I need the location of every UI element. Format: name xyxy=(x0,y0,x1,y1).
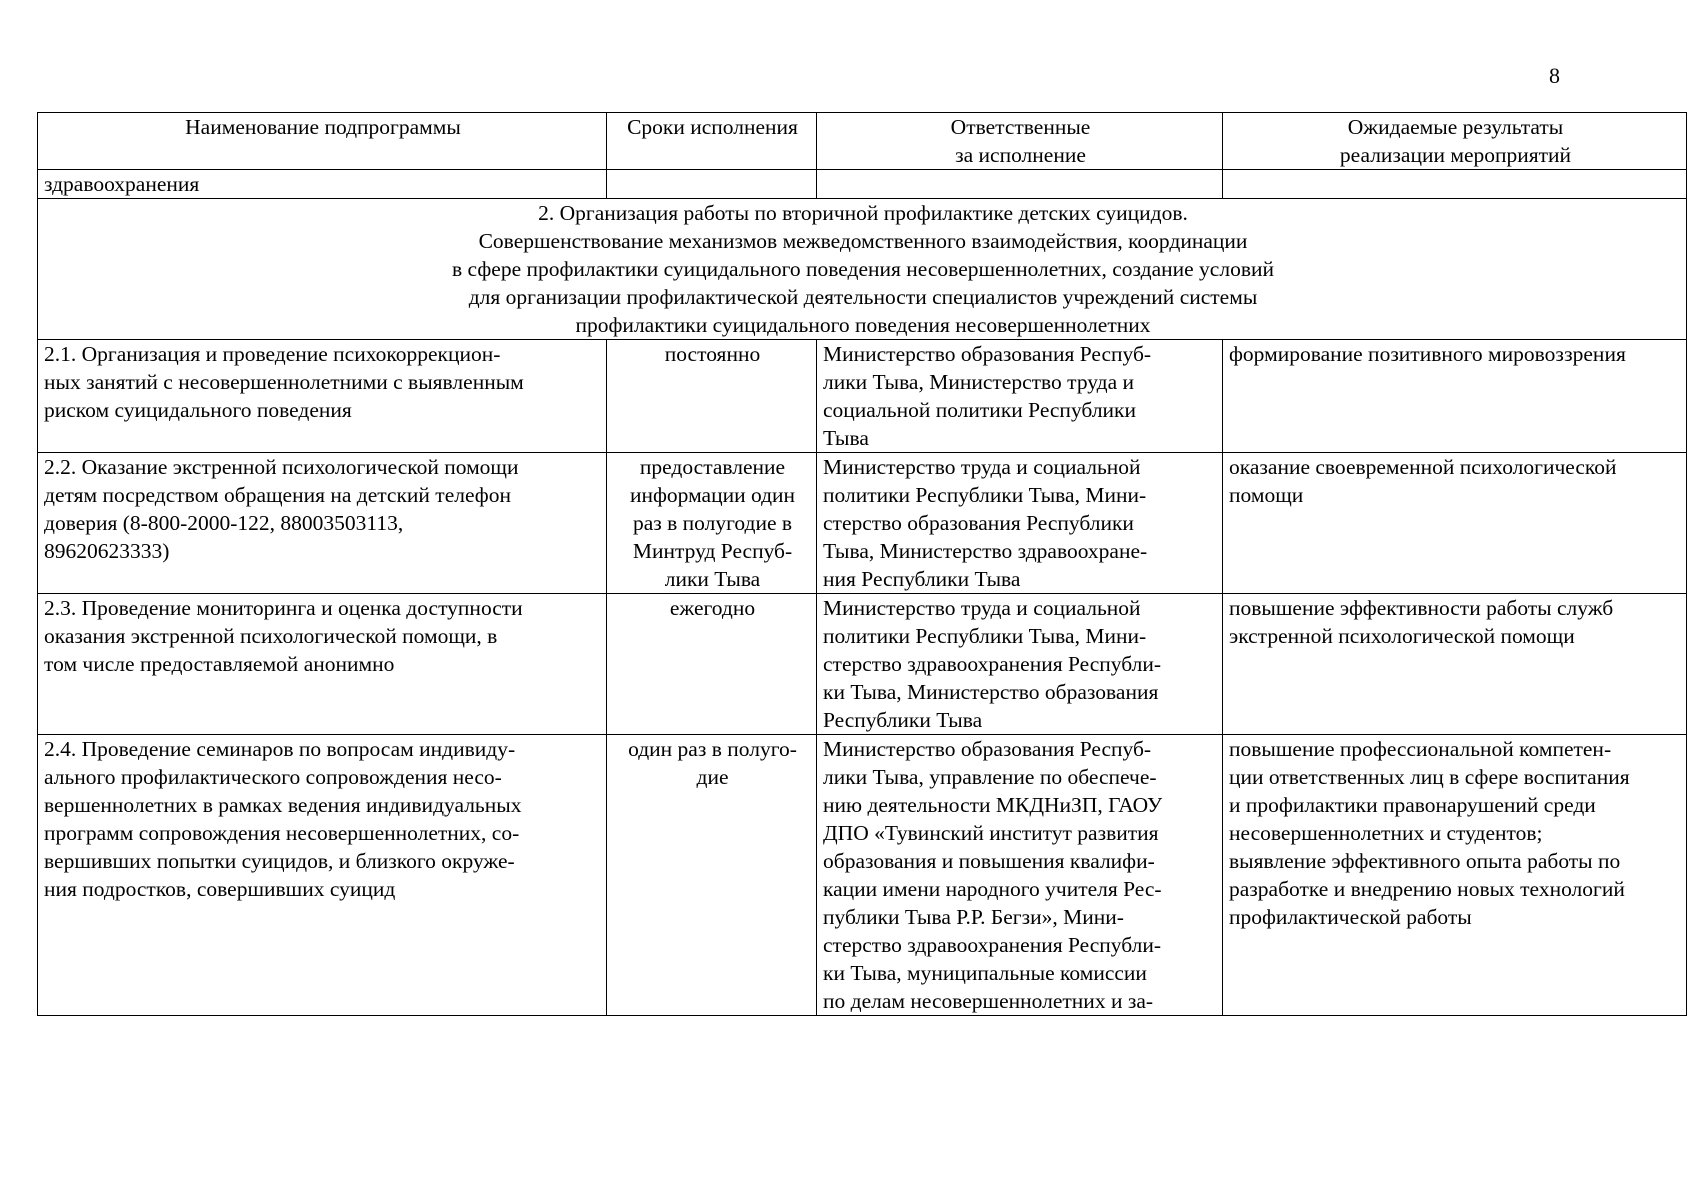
cell-line: политики Республики Тыва, Мини- xyxy=(823,483,1147,507)
cell-result xyxy=(1223,735,1687,1016)
table-row xyxy=(38,340,1687,453)
cell-line: Министерство образования Респуб- xyxy=(823,737,1152,761)
cell-line: Тыва, Министерство здравоохране- xyxy=(823,539,1148,563)
cell-line: политики Республики Тыва, Мини- xyxy=(823,624,1147,648)
cell-line: один раз в полуго- xyxy=(628,737,797,761)
section-title-line: для организации профилактической деятельности специалистов учреждений системы xyxy=(468,285,1258,309)
cell-line: детям посредством обращения на детский телефон xyxy=(44,483,511,507)
cell-line: стерство здравоохранения Республи- xyxy=(823,652,1162,676)
cell-name xyxy=(38,340,607,453)
cell-line: Министерство образования Респуб- xyxy=(823,342,1152,366)
cell-result xyxy=(1223,340,1687,453)
cell-line: лики Тыва, Министерство труда и xyxy=(823,370,1135,394)
cell-line: Министерство труда и социальной xyxy=(823,455,1141,479)
section-title-line: Совершенствование механизмов межведомственного взаимодействия, координации xyxy=(478,229,1248,253)
cell-line: ДПО «Тувинский институт развития xyxy=(823,821,1159,845)
cell-line: программ сопровождения несовершеннолетних, со- xyxy=(44,821,520,845)
cell-line: 2.3. Проведение мониторинга и оценка доступности xyxy=(44,596,523,620)
cell-line: ния Республики Тыва xyxy=(823,567,1021,591)
cell-responsible xyxy=(817,453,1223,594)
cell-responsible xyxy=(817,340,1223,453)
cell-line: стерство здравоохранения Республи- xyxy=(823,933,1162,957)
table-row xyxy=(38,735,1687,1016)
table-cell: здравоохранения xyxy=(38,170,607,199)
cell-line: разработке и внедрению новых технологий xyxy=(1229,877,1625,901)
cell-result xyxy=(1223,594,1687,735)
cell-line: оказание своевременной психологической xyxy=(1229,455,1617,479)
cell-line: стерство образования Республики xyxy=(823,511,1134,535)
cell-line: постоянно xyxy=(664,342,761,366)
cell-line: ки Тыва, муниципальные комиссии xyxy=(823,961,1147,985)
cell-line: лики Тыва xyxy=(664,567,761,591)
cell-term xyxy=(607,594,817,735)
section-title xyxy=(38,199,1687,340)
cell-line: том числе предоставляемой анонимно xyxy=(44,652,395,676)
cell-line: ального профилактического сопровождения несо- xyxy=(44,765,502,789)
cell-term xyxy=(607,453,817,594)
cell-line: Минтруд Респуб- xyxy=(632,539,793,563)
section-title-line: 2. Организация работы по вторичной профилактике детских суицидов. xyxy=(538,201,1188,225)
continuation-row xyxy=(38,170,1687,199)
cell-line: Министерство труда и социальной xyxy=(823,596,1141,620)
cell-line: по делам несовершеннолетних и за- xyxy=(823,989,1154,1013)
header-row xyxy=(38,113,1687,170)
cell-line: ных занятий с несовершеннолетними с выявленным xyxy=(44,370,524,394)
cell-line: риском суицидального поведения xyxy=(44,398,352,422)
cell-line: ки Тыва, Министерство образования xyxy=(823,680,1159,704)
cell-line: раз в полугодие в xyxy=(632,511,793,535)
cell-line: оказания экстренной психологической помощи, в xyxy=(44,624,498,648)
cell-name xyxy=(38,594,607,735)
cell-responsible xyxy=(817,735,1223,1016)
cell-line: нию деятельности МКДНиЗП, ГАОУ xyxy=(823,793,1163,817)
cell-line: информации один xyxy=(629,483,796,507)
cell-line: лики Тыва, управление по обеспече- xyxy=(823,765,1157,789)
section-title-row xyxy=(38,199,1687,340)
cell-line: Тыва xyxy=(823,426,869,450)
cell-line: вершивших попытки суицидов, и близкого окруже- xyxy=(44,849,515,873)
header-line: Ожидаемые результаты xyxy=(1347,115,1564,139)
cell-line: ции ответственных лиц в сфере воспитания xyxy=(1229,765,1630,789)
header-cell-term xyxy=(607,113,817,170)
cell-line: вершеннолетних в рамках ведения индивидуальных xyxy=(44,793,522,817)
cell-line: 2.4. Проведение семинаров по вопросам индивиду- xyxy=(44,737,516,761)
cell-line: Республики Тыва xyxy=(823,708,983,732)
cell-line: и профилактики правонарушений среди xyxy=(1229,793,1596,817)
header-cell-name xyxy=(38,113,607,170)
cell-line: выявление эффективного опыта работы по xyxy=(1229,849,1621,873)
header-cell-responsible xyxy=(817,113,1223,170)
section-title-line: профилактики суицидального поведения несовершеннолетних xyxy=(575,313,1151,337)
cell-line: помощи xyxy=(1229,483,1304,507)
cell-line: формирование позитивного мировоззрения xyxy=(1229,342,1626,366)
section-title-line: в сфере профилактики суицидального поведения несовершеннолетних, создание условий xyxy=(452,257,1274,281)
cell-line: 89620623333) xyxy=(44,539,170,563)
page-number: 8 xyxy=(1549,63,1560,88)
cell-line: предоставление xyxy=(639,455,786,479)
cell-line: дие xyxy=(696,765,729,789)
header-line: за исполнение xyxy=(955,143,1086,167)
cell-term xyxy=(607,735,817,1016)
cell-line: экстренной психологической помощи xyxy=(1229,624,1575,648)
cell-line: публики Тыва Р.Р. Бегзи», Мини- xyxy=(823,905,1124,929)
cell-line: образования и повышения квалифи- xyxy=(823,849,1155,873)
cell-result xyxy=(1223,453,1687,594)
header-line: Ответственные xyxy=(950,115,1091,139)
cell-line: кации имени народного учителя Рес- xyxy=(823,877,1162,901)
cell-term xyxy=(607,340,817,453)
cell-line: повышение эффективности работы служб xyxy=(1229,596,1614,620)
table-row xyxy=(38,453,1687,594)
cell-line: ежегодно xyxy=(669,596,756,620)
cell-name xyxy=(38,735,607,1016)
cell-name xyxy=(38,453,607,594)
cell-line: повышение профессиональной компетен- xyxy=(1229,737,1612,761)
cell-line: несовершеннолетних и студентов; xyxy=(1229,821,1543,845)
header-cell-result xyxy=(1223,113,1687,170)
header-line: реализации мероприятий xyxy=(1339,143,1572,167)
cell-line: 2.1. Организация и проведение психокоррекцион- xyxy=(44,342,501,366)
cell-line: ния подростков, совершивших суицид xyxy=(44,877,396,901)
table-cell xyxy=(607,170,817,199)
program-table xyxy=(37,112,1687,1016)
header-line: Сроки исполнения xyxy=(627,115,798,139)
table-row xyxy=(38,594,1687,735)
cell-line: профилактической работы xyxy=(1229,905,1472,929)
cell-responsible xyxy=(817,594,1223,735)
cell-line: 2.2. Оказание экстренной психологической помощи xyxy=(44,455,519,479)
table-cell xyxy=(817,170,1223,199)
cell-line: доверия (8-800-2000-122, 88003503113, xyxy=(44,511,404,535)
header-line: Наименование подпрограммы xyxy=(185,115,461,139)
cell-line: социальной политики Республики xyxy=(823,398,1136,422)
table-cell xyxy=(1223,170,1687,199)
